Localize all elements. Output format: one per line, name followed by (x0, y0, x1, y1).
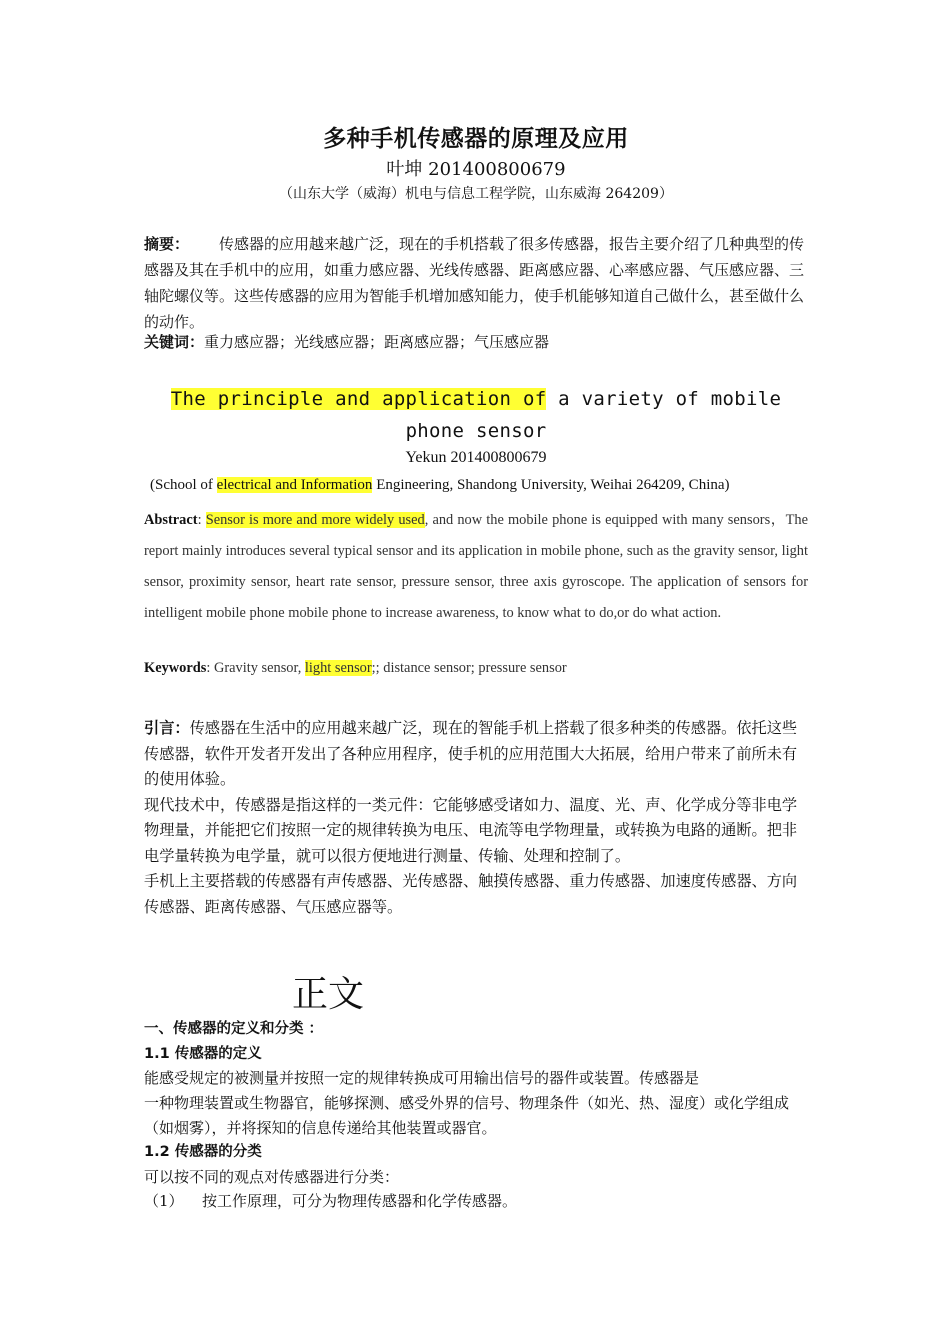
chinese-abstract (144, 231, 808, 335)
chinese-affiliation: （山东大学（威海）机电与信息工程学院，山东威海 264209） (279, 186, 673, 202)
abstract-colon: : (197, 512, 206, 528)
section-1-2-heading: 1.2 传感器的分类 (144, 1144, 262, 1160)
chinese-abstract-label: 摘要： (144, 235, 190, 253)
keywords-highlight: light sensor (304, 660, 372, 676)
english-abstract (144, 505, 808, 629)
section-1-heading: 一、传感器的定义和分类 ： (144, 1021, 324, 1037)
keywords-post: ;; distance sensor; pressure sensor (371, 660, 567, 676)
intro-text-1: 传感器在生活中的应用越来越广泛，现在的智能手机上搭载了很多种类的传感器。依托这些传感器，软件开发者开发出了各种应用程序，使手机的应用范围大大拓展，给用户带来了前所未有的使用体验。 (144, 719, 798, 788)
english-abstract-text: , and now the mobile phone is equipped with many sensors，The report mainly introduces several typical sensor and its application in mobile phone, such as the gravity sensor, light sensor, proximity sensor, heart rate sensor, pressure sensor, three axis gyroscope. The application of sensors for intelligent mobile phone mobile phone to increase awareness, to know what to do,or do what action. (144, 512, 808, 621)
english-abstract-highlight: Sensor is more and more widely used (205, 512, 425, 528)
chinese-keywords (144, 330, 808, 354)
chinese-author: 叶坤 201400800679 (386, 159, 566, 180)
definition-text (144, 1066, 808, 1141)
english-title-rest: a variety of mobile phone sensor (405, 388, 782, 442)
english-title (144, 383, 808, 447)
chinese-keywords-label: 关键词： (144, 333, 205, 351)
affil-highlight: electrical and Information (216, 477, 373, 493)
body-heading: 正文 (292, 974, 365, 1015)
affil-pre: (School of (150, 477, 217, 493)
intro-label: 引言： (144, 719, 190, 737)
keywords-pre: : Gravity sensor, (206, 660, 305, 676)
intro-paragraph-1 (144, 716, 808, 793)
classification-item-1 (144, 1190, 808, 1211)
definition-paragraph-1: 能感受规定的被测量并按照一定的规律转换成可用输出信号的器件或装置。传感器是 (144, 1069, 700, 1087)
english-abstract-label: Abstract (144, 512, 198, 528)
english-author: Yekun 201400800679 (405, 449, 547, 466)
chinese-abstract-text: 传感器的应用越来越广泛，现在的手机搭载了很多传感器，报告主要介绍了几种典型的传感器及其在手机中的应用，如重力感应器、光线传感器、距离感应器、心率感应器、气压感应器、三轴陀螺仪等。这些传感器的应用为智能手机增加感知能力，使手机能够知道自己做什么，甚至做什么的动作。 (144, 235, 805, 331)
affil-post: Engineering, Shandong University, Weihai 264209, China) (372, 477, 730, 493)
english-keywords-label: Keywords (144, 660, 207, 676)
english-affiliation (150, 477, 810, 494)
intro-paragraph-3: 手机上主要搭载的传感器有声传感器、光传感器、触摸传感器、重力传感器、加速度传感器、方向传感器、距离传感器、气压感应器等。 (144, 872, 798, 916)
section-1-1-heading: 1.1 传感器的定义 (144, 1046, 262, 1062)
definition-paragraph-2: 一种物理装置或生物器官，能够探测、感受外界的信号、物理条件（如光、热、湿度）或化学组成（如烟雾），并将探知的信息传递给其他装置或器官。 (144, 1094, 790, 1137)
item-text: 按工作原理，可分为物理传感器和化学传感器。 (202, 1192, 518, 1210)
english-title-highlight: The principle and application of (170, 388, 547, 410)
chinese-title: 多种手机传感器的原理及应用 (323, 125, 629, 152)
classification-intro: 可以按不同的观点对传感器进行分类： (144, 1168, 400, 1186)
item-number: （1） (144, 1192, 184, 1210)
english-keywords (144, 660, 808, 677)
chinese-keywords-text: 重力感应器；光线感应器；距离感应器；气压感应器 (204, 333, 550, 351)
introduction (144, 716, 808, 920)
intro-paragraph-2: 现代技术中，传感器是指这样的一类元件：它能够感受诸如力、温度、光、声、化学成分等非电学物理量，并能把它们按照一定的规律转换为电压、电流等电学物理量，或转换为电路的通断。把非电学量转换为电学量，就可以很方便地进行测量、传输、处理和控制了。 (144, 795, 798, 865)
